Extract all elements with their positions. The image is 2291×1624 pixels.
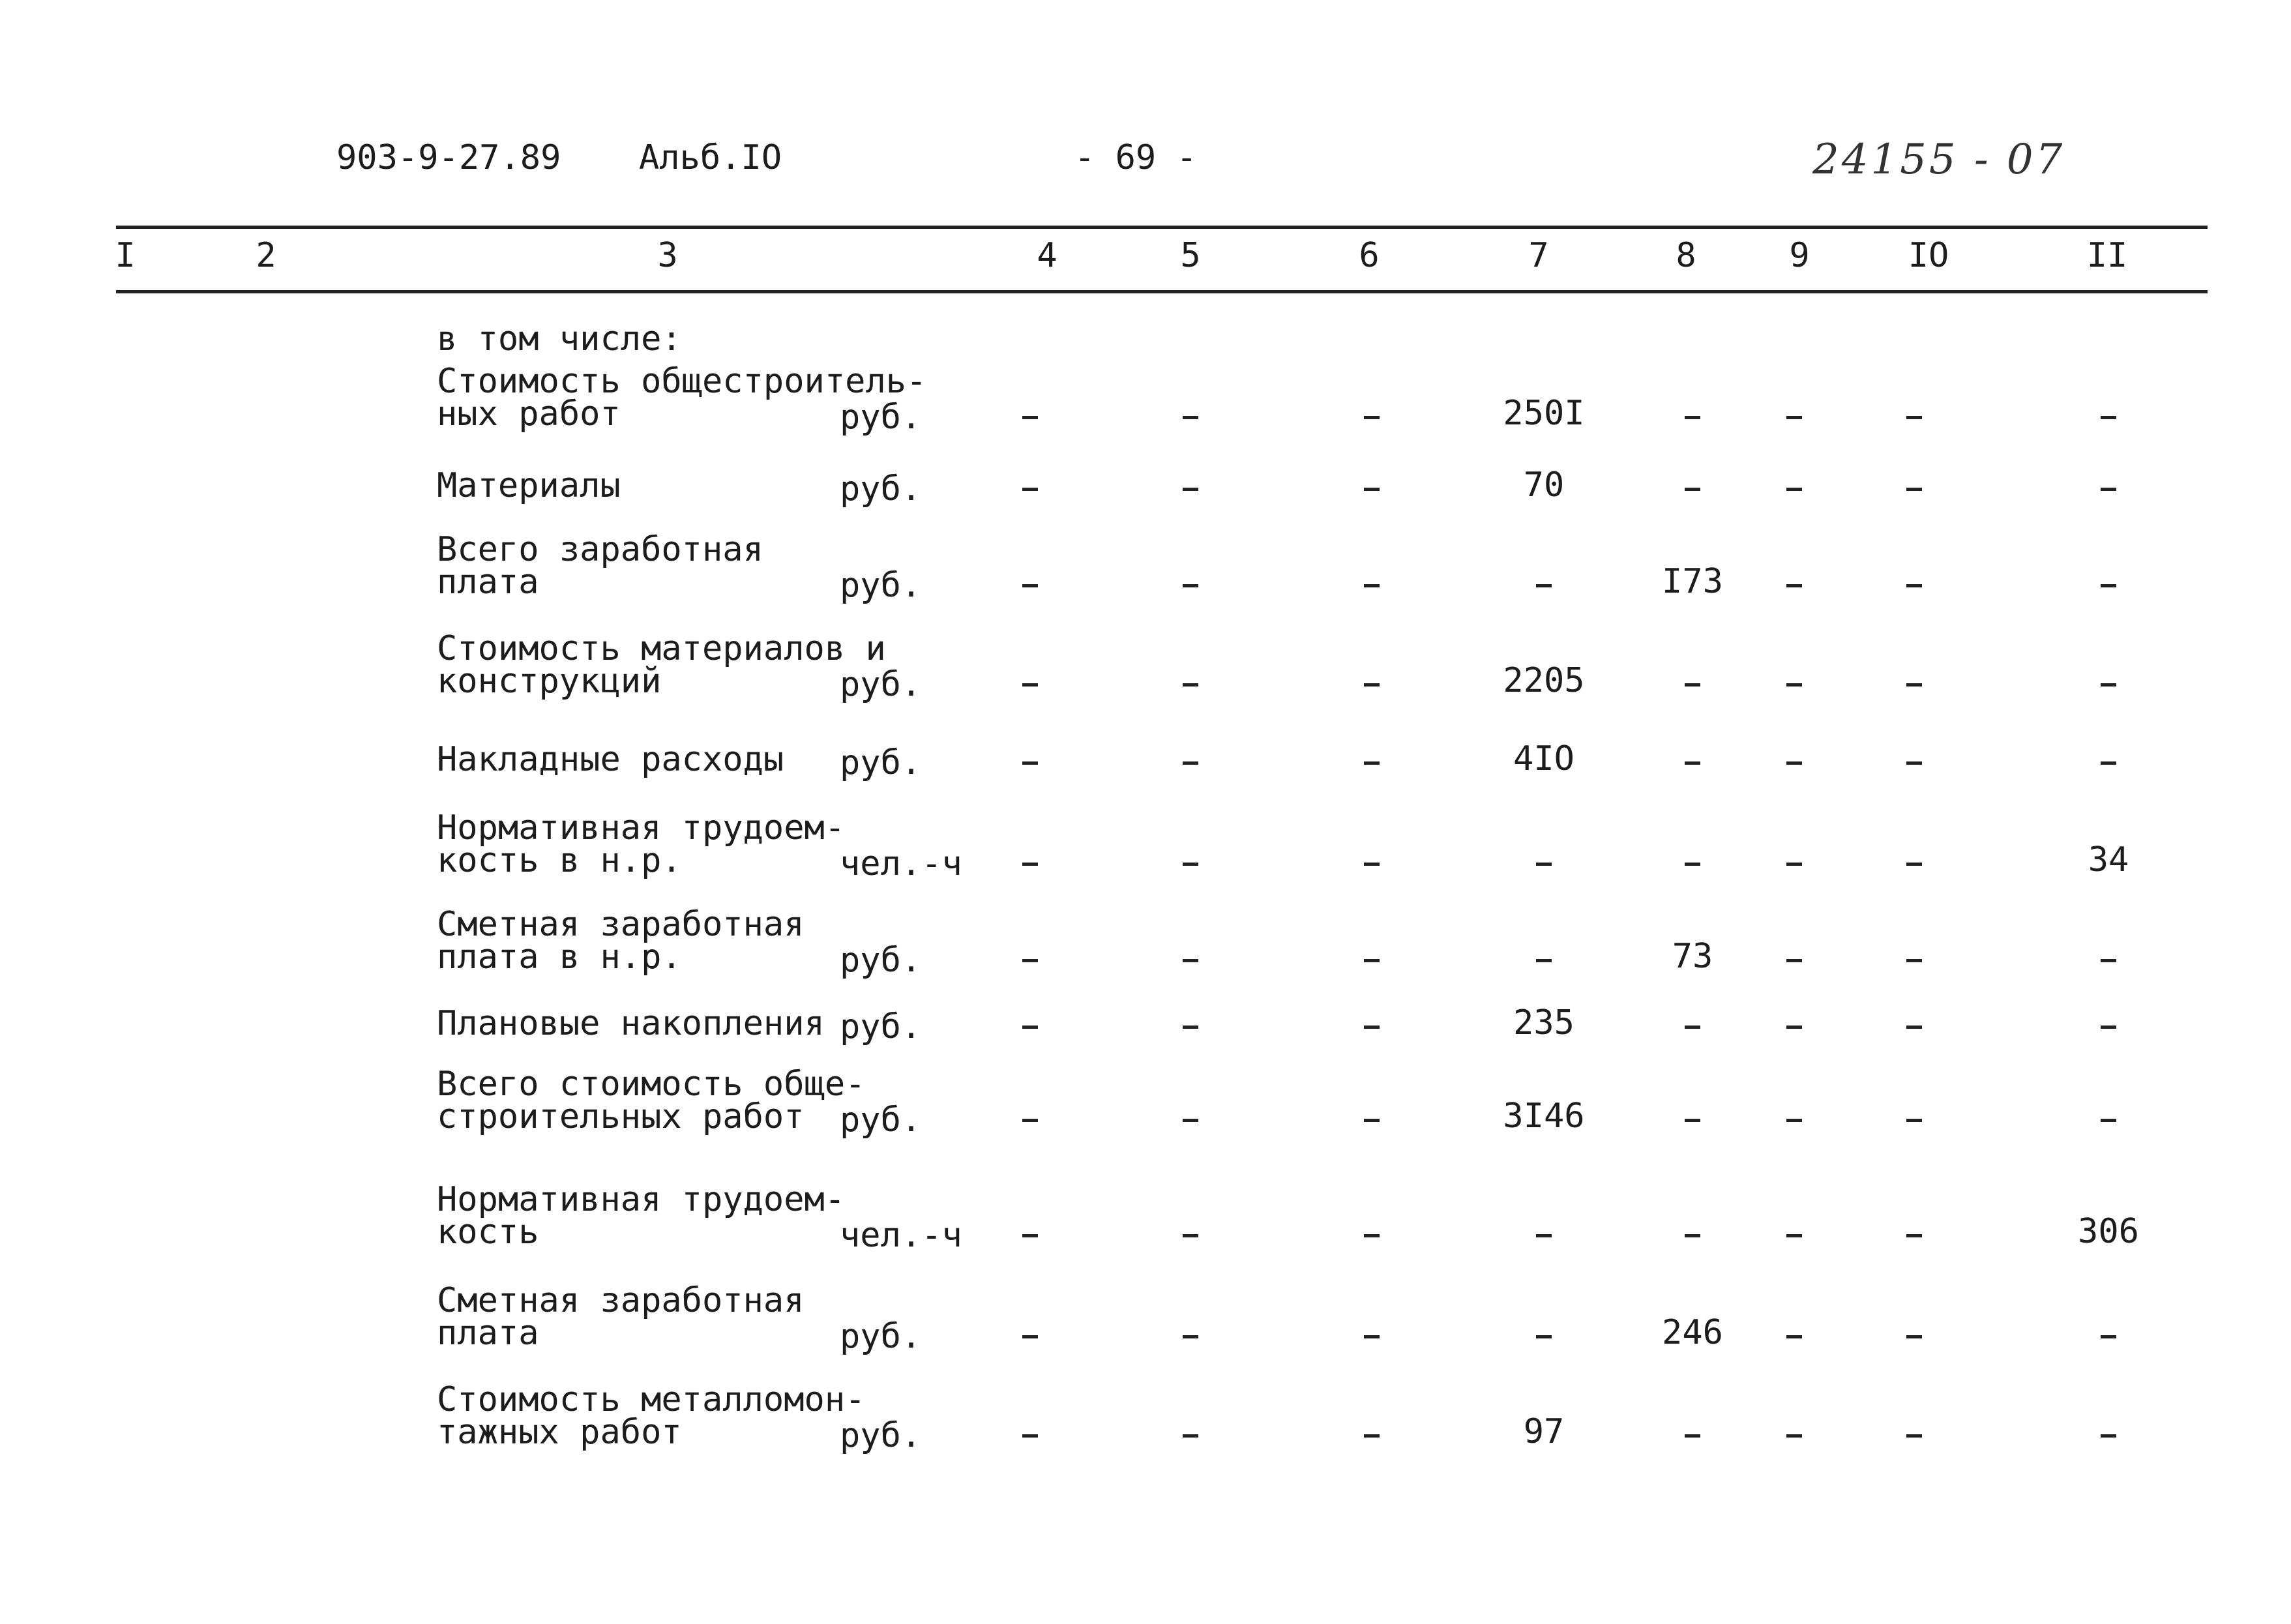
cell-col-9 xyxy=(1786,683,1802,687)
empty-dash xyxy=(1364,1234,1380,1237)
empty-dash xyxy=(1685,863,1700,866)
row-label-line: кость в н.р. xyxy=(437,841,682,880)
cell-col-8 xyxy=(1685,1434,1700,1438)
empty-dash xyxy=(1685,1234,1700,1237)
row-label-line: Материалы xyxy=(437,466,621,505)
row-label xyxy=(437,530,763,602)
empty-dash xyxy=(1786,1434,1802,1438)
empty-dash xyxy=(1022,761,1038,765)
empty-dash xyxy=(1183,416,1198,419)
empty-dash xyxy=(1685,1119,1700,1122)
row-label xyxy=(437,1380,866,1452)
empty-dash xyxy=(1685,488,1700,491)
empty-dash xyxy=(2101,584,2116,587)
empty-dash xyxy=(1906,416,1922,419)
empty-dash xyxy=(1685,761,1700,765)
empty-dash xyxy=(1183,584,1198,587)
cell-col-7: 250I xyxy=(1503,394,1585,433)
cell-col-10 xyxy=(1906,863,1922,866)
empty-dash xyxy=(1183,1434,1198,1438)
empty-dash xyxy=(1906,683,1922,687)
cell-col-7: 235 xyxy=(1513,1003,1574,1042)
row-label-line: Нормативная трудоем- xyxy=(437,808,846,848)
cell-col-4 xyxy=(1022,1119,1038,1122)
cell-col-10 xyxy=(1906,1434,1922,1438)
cell-col-5 xyxy=(1183,761,1198,765)
cell-col-4 xyxy=(1022,416,1038,419)
row-label xyxy=(437,1065,866,1136)
row-label-line: Нормативная трудоем- xyxy=(437,1180,846,1219)
column-number-10: IO xyxy=(1908,236,1949,275)
row-label-line: Всего стоимость обще- xyxy=(437,1065,866,1104)
cell-col-9 xyxy=(1786,488,1802,491)
cell-col-6 xyxy=(1364,1026,1380,1029)
document-code: 903-9-27.89 xyxy=(336,138,561,177)
row-label-line: Всего заработная xyxy=(437,530,763,569)
empty-dash xyxy=(1786,683,1802,687)
empty-dash xyxy=(1685,416,1700,419)
empty-dash xyxy=(1183,761,1198,765)
empty-dash xyxy=(1786,1234,1802,1237)
cell-col-7 xyxy=(1536,1234,1552,1237)
empty-dash xyxy=(1022,683,1038,687)
cell-col-9 xyxy=(1786,1234,1802,1237)
cell-col-5 xyxy=(1183,1234,1198,1237)
empty-dash xyxy=(1022,1434,1038,1438)
row-unit: руб. xyxy=(840,566,922,605)
empty-dash xyxy=(2101,416,2116,419)
empty-dash xyxy=(1906,1119,1922,1122)
cell-col-6 xyxy=(1364,959,1380,962)
empty-dash xyxy=(1364,683,1380,687)
empty-dash xyxy=(1536,863,1552,866)
empty-dash xyxy=(1183,1119,1198,1122)
empty-dash xyxy=(1906,1026,1922,1029)
row-unit: руб. xyxy=(840,1100,922,1140)
empty-dash xyxy=(2101,959,2116,962)
empty-dash xyxy=(1364,416,1380,419)
cell-col-6 xyxy=(1364,761,1380,765)
cell-col-4 xyxy=(1022,863,1038,866)
empty-dash xyxy=(1022,584,1038,587)
row-label-line: тажных работ xyxy=(437,1413,682,1452)
cell-col-6 xyxy=(1364,416,1380,419)
empty-dash xyxy=(1183,683,1198,687)
row-label-line: конструкций xyxy=(437,662,662,701)
empty-dash xyxy=(1364,1026,1380,1029)
handwritten-inventory-number: 24155 - 07 xyxy=(1812,136,2065,184)
cell-col-7 xyxy=(1536,863,1552,866)
cell-col-6 xyxy=(1364,584,1380,587)
empty-dash xyxy=(2101,1026,2116,1029)
empty-dash xyxy=(1786,761,1802,765)
cell-col-4 xyxy=(1022,761,1038,765)
cell-col-9 xyxy=(1786,584,1802,587)
cell-col-6 xyxy=(1364,488,1380,491)
empty-dash xyxy=(1786,1119,1802,1122)
cell-col-5 xyxy=(1183,1026,1198,1029)
cell-col-11 xyxy=(2101,959,2116,962)
row-label-line: Сметная заработная xyxy=(437,905,805,944)
cell-col-11 xyxy=(2101,1434,2116,1438)
empty-dash xyxy=(1786,416,1802,419)
cell-col-4 xyxy=(1022,959,1038,962)
empty-dash xyxy=(1906,1234,1922,1237)
column-number-1: I xyxy=(115,236,136,275)
column-number-6: 6 xyxy=(1359,236,1380,275)
cell-col-9 xyxy=(1786,1434,1802,1438)
row-unit: чел.-ч xyxy=(840,1216,962,1255)
cell-col-8 xyxy=(1685,761,1700,765)
cell-col-5 xyxy=(1183,683,1198,687)
empty-dash xyxy=(1685,1434,1700,1438)
row-unit: руб. xyxy=(840,941,922,980)
row-label xyxy=(437,466,621,505)
empty-dash xyxy=(1906,584,1922,587)
empty-dash xyxy=(1536,1335,1552,1338)
empty-dash xyxy=(1536,584,1552,587)
cell-col-7: 2205 xyxy=(1503,661,1585,700)
empty-dash xyxy=(2101,1119,2116,1122)
cell-col-5 xyxy=(1183,1335,1198,1338)
page-number: - 69 - xyxy=(1074,138,1197,177)
empty-dash xyxy=(1786,959,1802,962)
cell-col-7: 3I46 xyxy=(1503,1097,1585,1136)
column-number-3: 3 xyxy=(657,236,678,275)
cell-col-10 xyxy=(1906,488,1922,491)
empty-dash xyxy=(1364,1434,1380,1438)
cell-col-6 xyxy=(1364,1335,1380,1338)
empty-dash xyxy=(1906,863,1922,866)
cell-col-4 xyxy=(1022,488,1038,491)
row-label-line: Стоимость общестроитель- xyxy=(437,362,927,401)
column-number-11: II xyxy=(2086,236,2128,275)
cell-col-11 xyxy=(2101,1335,2116,1338)
empty-dash xyxy=(1022,1234,1038,1237)
cell-col-9 xyxy=(1786,959,1802,962)
empty-dash xyxy=(1183,1234,1198,1237)
cell-col-4 xyxy=(1022,1234,1038,1237)
cell-col-8 xyxy=(1685,416,1700,419)
row-label-line: ных работ xyxy=(437,394,621,434)
cell-col-8: I73 xyxy=(1662,562,1723,601)
empty-dash xyxy=(1906,959,1922,962)
row-label-line: Накладные расходы xyxy=(437,740,784,779)
row-label-line: плата xyxy=(437,1314,539,1353)
row-label xyxy=(437,1004,825,1043)
row-unit: руб. xyxy=(840,398,922,437)
cell-col-10 xyxy=(1906,584,1922,587)
empty-dash xyxy=(1183,959,1198,962)
empty-dash xyxy=(1022,488,1038,491)
cell-col-8 xyxy=(1685,1026,1700,1029)
cell-col-11: 34 xyxy=(2088,840,2129,879)
cell-col-5 xyxy=(1183,863,1198,866)
cell-col-9 xyxy=(1786,761,1802,765)
cell-col-6 xyxy=(1364,1234,1380,1237)
cell-col-10 xyxy=(1906,1335,1922,1338)
cell-col-9 xyxy=(1786,1026,1802,1029)
empty-dash xyxy=(1786,863,1802,866)
cell-col-6 xyxy=(1364,1434,1380,1438)
empty-dash xyxy=(1786,1026,1802,1029)
empty-dash xyxy=(2101,1335,2116,1338)
cell-col-4 xyxy=(1022,1434,1038,1438)
cell-col-8 xyxy=(1685,683,1700,687)
row-unit: руб. xyxy=(840,665,922,704)
cell-col-4 xyxy=(1022,584,1038,587)
cell-col-7 xyxy=(1536,584,1552,587)
cell-col-8 xyxy=(1685,1119,1700,1122)
row-label xyxy=(437,1281,805,1353)
cell-col-10 xyxy=(1906,761,1922,765)
cell-col-6 xyxy=(1364,1119,1380,1122)
empty-dash xyxy=(1685,1026,1700,1029)
empty-dash xyxy=(1022,1335,1038,1338)
cell-col-7: 70 xyxy=(1523,465,1565,505)
cell-col-8: 73 xyxy=(1672,937,1713,976)
cell-col-5 xyxy=(1183,1119,1198,1122)
empty-dash xyxy=(2101,761,2116,765)
empty-dash xyxy=(1685,683,1700,687)
empty-dash xyxy=(1906,761,1922,765)
empty-dash xyxy=(1786,584,1802,587)
cell-col-5 xyxy=(1183,1434,1198,1438)
empty-dash xyxy=(1022,416,1038,419)
cell-col-11 xyxy=(2101,488,2116,491)
row-unit: руб. xyxy=(840,469,922,509)
cell-col-5 xyxy=(1183,416,1198,419)
empty-dash xyxy=(1183,863,1198,866)
row-label-line: Стоимость материалов и xyxy=(437,629,886,668)
cell-col-11: 306 xyxy=(2078,1212,2139,1251)
section-intro: в том числе: xyxy=(437,319,682,359)
empty-dash xyxy=(2101,488,2116,491)
cell-col-9 xyxy=(1786,1335,1802,1338)
cell-col-7 xyxy=(1536,1335,1552,1338)
empty-dash xyxy=(1022,1119,1038,1122)
cell-col-11 xyxy=(2101,683,2116,687)
cell-col-9 xyxy=(1786,1119,1802,1122)
cell-col-11 xyxy=(2101,584,2116,587)
table-top-rule xyxy=(116,226,2208,229)
cell-col-5 xyxy=(1183,959,1198,962)
row-label-line: Стоимость металломон- xyxy=(437,1380,866,1419)
cell-col-4 xyxy=(1022,683,1038,687)
cell-col-4 xyxy=(1022,1335,1038,1338)
empty-dash xyxy=(1183,1335,1198,1338)
column-number-2: 2 xyxy=(256,236,276,275)
column-number-4: 4 xyxy=(1037,236,1057,275)
cell-col-8: 246 xyxy=(1662,1313,1723,1352)
row-label-line: Сметная заработная xyxy=(437,1281,805,1320)
cell-col-8 xyxy=(1685,863,1700,866)
cell-col-10 xyxy=(1906,1234,1922,1237)
cell-col-4 xyxy=(1022,1026,1038,1029)
empty-dash xyxy=(1786,1335,1802,1338)
row-label-line: плата xyxy=(437,563,539,602)
column-number-9: 9 xyxy=(1789,236,1810,275)
cell-col-10 xyxy=(1906,683,1922,687)
cell-col-8 xyxy=(1685,488,1700,491)
empty-dash xyxy=(1364,584,1380,587)
cell-col-9 xyxy=(1786,416,1802,419)
cell-col-10 xyxy=(1906,416,1922,419)
row-label xyxy=(437,808,846,880)
row-unit: чел.-ч xyxy=(840,844,962,883)
column-number-7: 7 xyxy=(1528,236,1549,275)
cell-col-11 xyxy=(2101,761,2116,765)
empty-dash xyxy=(1022,959,1038,962)
empty-dash xyxy=(1364,959,1380,962)
empty-dash xyxy=(1364,1119,1380,1122)
row-label-line: Плановые накопления xyxy=(437,1004,825,1043)
cell-col-9 xyxy=(1786,863,1802,866)
row-label-line: плата в н.р. xyxy=(437,937,682,977)
column-number-8: 8 xyxy=(1676,236,1696,275)
column-number-5: 5 xyxy=(1180,236,1201,275)
cell-col-11 xyxy=(2101,416,2116,419)
empty-dash xyxy=(1183,488,1198,491)
cell-col-6 xyxy=(1364,863,1380,866)
row-label xyxy=(437,1180,846,1252)
empty-dash xyxy=(1364,761,1380,765)
empty-dash xyxy=(1786,488,1802,491)
empty-dash xyxy=(1906,1335,1922,1338)
empty-dash xyxy=(1022,863,1038,866)
empty-dash xyxy=(1364,863,1380,866)
row-label xyxy=(437,905,805,977)
cell-col-10 xyxy=(1906,1026,1922,1029)
empty-dash xyxy=(1022,1026,1038,1029)
row-unit: руб. xyxy=(840,743,922,782)
empty-dash xyxy=(1536,959,1552,962)
empty-dash xyxy=(1906,488,1922,491)
cell-col-5 xyxy=(1183,488,1198,491)
cell-col-11 xyxy=(2101,1119,2116,1122)
empty-dash xyxy=(1536,1234,1552,1237)
table-header-rule xyxy=(116,290,2208,293)
cell-col-6 xyxy=(1364,683,1380,687)
cell-col-7: 4IO xyxy=(1513,739,1574,778)
cell-col-10 xyxy=(1906,959,1922,962)
cell-col-5 xyxy=(1183,584,1198,587)
empty-dash xyxy=(2101,1434,2116,1438)
cell-col-8 xyxy=(1685,1234,1700,1237)
row-label xyxy=(437,740,784,779)
cell-col-11 xyxy=(2101,1026,2116,1029)
row-unit: руб. xyxy=(840,1317,922,1356)
cell-col-7: 97 xyxy=(1523,1412,1565,1451)
row-label-line: строительных работ xyxy=(437,1097,805,1136)
row-unit: руб. xyxy=(840,1007,922,1046)
album-number: Альб.IO xyxy=(639,138,782,177)
empty-dash xyxy=(1906,1434,1922,1438)
cell-col-10 xyxy=(1906,1119,1922,1122)
empty-dash xyxy=(2101,683,2116,687)
cell-col-7 xyxy=(1536,959,1552,962)
empty-dash xyxy=(1364,488,1380,491)
row-unit: руб. xyxy=(840,1416,922,1455)
empty-dash xyxy=(1183,1026,1198,1029)
empty-dash xyxy=(1364,1335,1380,1338)
row-label-line: кость xyxy=(437,1213,539,1252)
